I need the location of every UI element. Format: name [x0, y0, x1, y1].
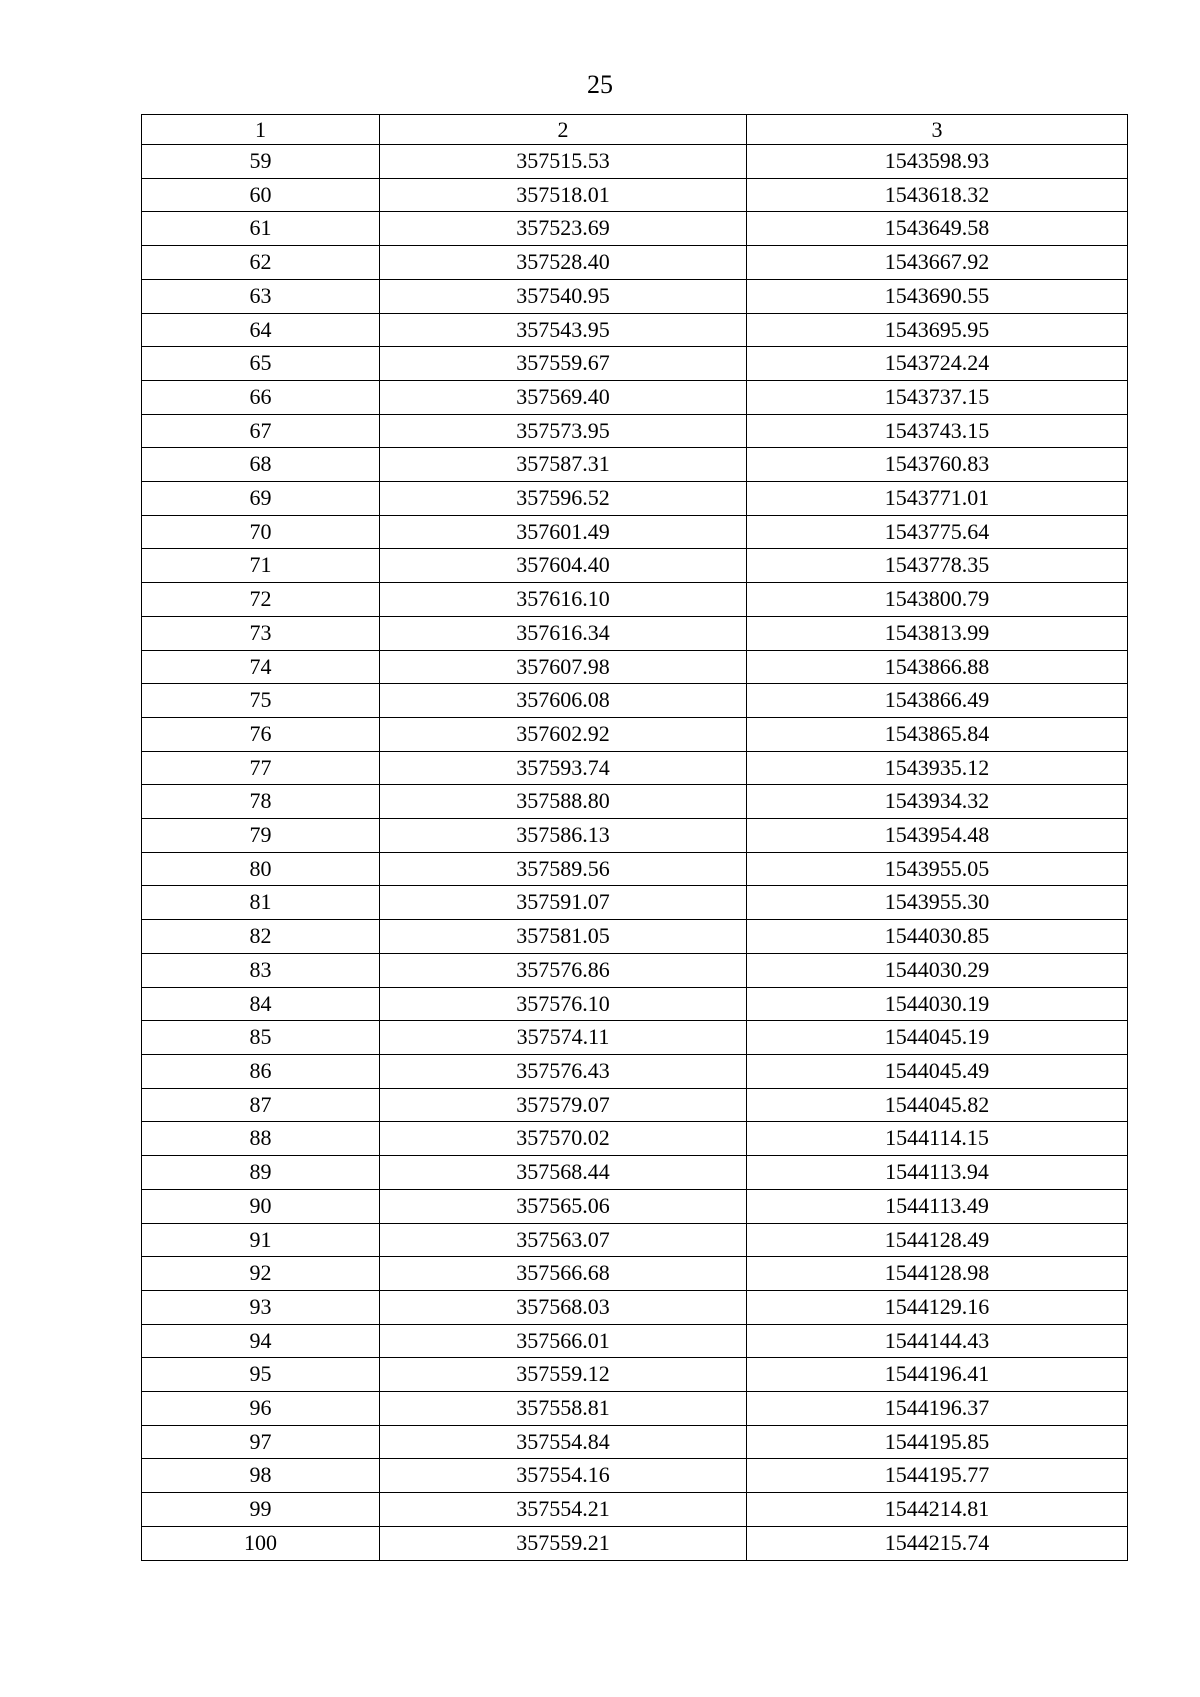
table-row — [142, 549, 1128, 583]
table-row — [142, 482, 1128, 516]
x-coordinate-cell: 357588.80 — [380, 785, 747, 819]
x-coordinate-cell: 357601.49 — [380, 515, 747, 549]
point-number-cell: 98 — [142, 1459, 380, 1493]
y-coordinate-cell: 1543934.32 — [747, 785, 1128, 819]
y-coordinate-cell: 1544128.49 — [747, 1223, 1128, 1257]
point-number-cell: 62 — [142, 246, 380, 280]
point-number-cell: 86 — [142, 1054, 380, 1088]
table-row — [142, 1021, 1128, 1055]
y-coordinate-cell: 1544128.98 — [747, 1257, 1128, 1291]
x-coordinate-cell: 357554.16 — [380, 1459, 747, 1493]
table-row — [142, 650, 1128, 684]
y-coordinate-cell: 1544045.49 — [747, 1054, 1128, 1088]
y-coordinate-cell: 1543865.84 — [747, 717, 1128, 751]
point-number-cell: 67 — [142, 414, 380, 448]
table-row — [142, 347, 1128, 381]
table-row — [142, 313, 1128, 347]
x-coordinate-cell: 357515.53 — [380, 145, 747, 179]
x-coordinate-cell: 357593.74 — [380, 751, 747, 785]
table-row — [142, 212, 1128, 246]
point-number-cell: 63 — [142, 279, 380, 313]
point-number-cell: 85 — [142, 1021, 380, 1055]
table-row — [142, 1223, 1128, 1257]
table-row — [142, 819, 1128, 853]
point-number-cell: 99 — [142, 1493, 380, 1527]
table-row — [142, 616, 1128, 650]
x-coordinate-cell: 357570.02 — [380, 1122, 747, 1156]
table-row — [142, 1392, 1128, 1426]
table-row — [142, 583, 1128, 617]
point-number-cell: 60 — [142, 178, 380, 212]
table-row — [142, 414, 1128, 448]
x-coordinate-cell: 357602.92 — [380, 717, 747, 751]
table-row — [142, 953, 1128, 987]
point-number-cell: 65 — [142, 347, 380, 381]
table-header-row — [142, 115, 1128, 145]
x-coordinate-cell: 357591.07 — [380, 886, 747, 920]
x-coordinate-cell: 357569.40 — [380, 380, 747, 414]
x-coordinate-cell: 357576.86 — [380, 953, 747, 987]
y-coordinate-cell: 1544196.37 — [747, 1392, 1128, 1426]
table-row — [142, 1054, 1128, 1088]
x-coordinate-cell: 357566.68 — [380, 1257, 747, 1291]
point-number-cell: 80 — [142, 852, 380, 886]
x-coordinate-cell: 357576.10 — [380, 987, 747, 1021]
y-coordinate-cell: 1543866.49 — [747, 684, 1128, 718]
x-coordinate-cell: 357528.40 — [380, 246, 747, 280]
y-coordinate-cell: 1543935.12 — [747, 751, 1128, 785]
y-coordinate-cell: 1543690.55 — [747, 279, 1128, 313]
x-coordinate-cell: 357579.07 — [380, 1088, 747, 1122]
x-coordinate-cell: 357558.81 — [380, 1392, 747, 1426]
point-number-cell: 83 — [142, 953, 380, 987]
y-coordinate-cell: 1543800.79 — [747, 583, 1128, 617]
x-coordinate-cell: 357587.31 — [380, 448, 747, 482]
table-row — [142, 717, 1128, 751]
y-coordinate-cell: 1543778.35 — [747, 549, 1128, 583]
y-coordinate-cell: 1544030.19 — [747, 987, 1128, 1021]
y-coordinate-cell: 1543866.88 — [747, 650, 1128, 684]
x-coordinate-cell: 357559.12 — [380, 1358, 747, 1392]
table-row — [142, 1156, 1128, 1190]
y-coordinate-cell: 1544195.85 — [747, 1425, 1128, 1459]
y-coordinate-cell: 1544030.29 — [747, 953, 1128, 987]
column-header-3: 3 — [747, 115, 1128, 145]
column-header-2: 2 — [380, 115, 747, 145]
point-number-cell: 94 — [142, 1324, 380, 1358]
y-coordinate-cell: 1543771.01 — [747, 482, 1128, 516]
table-row — [142, 852, 1128, 886]
x-coordinate-cell: 357568.44 — [380, 1156, 747, 1190]
point-number-cell: 88 — [142, 1122, 380, 1156]
page-number: 25 — [587, 70, 613, 99]
x-coordinate-cell: 357543.95 — [380, 313, 747, 347]
table-row — [142, 1459, 1128, 1493]
x-coordinate-cell: 357586.13 — [380, 819, 747, 853]
point-number-cell: 66 — [142, 380, 380, 414]
y-coordinate-cell: 1544113.94 — [747, 1156, 1128, 1190]
point-number-cell: 91 — [142, 1223, 380, 1257]
table-row — [142, 448, 1128, 482]
x-coordinate-cell: 357518.01 — [380, 178, 747, 212]
column-header-1: 1 — [142, 115, 380, 145]
table-row — [142, 1526, 1128, 1560]
table-row — [142, 380, 1128, 414]
y-coordinate-cell: 1543649.58 — [747, 212, 1128, 246]
x-coordinate-cell: 357607.98 — [380, 650, 747, 684]
table-row — [142, 751, 1128, 785]
x-coordinate-cell: 357566.01 — [380, 1324, 747, 1358]
x-coordinate-cell: 357596.52 — [380, 482, 747, 516]
point-number-cell: 70 — [142, 515, 380, 549]
point-number-cell: 84 — [142, 987, 380, 1021]
y-coordinate-cell: 1543695.95 — [747, 313, 1128, 347]
table-row — [142, 1493, 1128, 1527]
y-coordinate-cell: 1544196.41 — [747, 1358, 1128, 1392]
y-coordinate-cell: 1543813.99 — [747, 616, 1128, 650]
y-coordinate-cell: 1543955.05 — [747, 852, 1128, 886]
table-row — [142, 515, 1128, 549]
y-coordinate-cell: 1543775.64 — [747, 515, 1128, 549]
point-number-cell: 90 — [142, 1189, 380, 1223]
table-row — [142, 1290, 1128, 1324]
x-coordinate-cell: 357616.34 — [380, 616, 747, 650]
y-coordinate-cell: 1544215.74 — [747, 1526, 1128, 1560]
x-coordinate-cell: 357563.07 — [380, 1223, 747, 1257]
y-coordinate-cell: 1543954.48 — [747, 819, 1128, 853]
table-row — [142, 1088, 1128, 1122]
table-row — [142, 920, 1128, 954]
x-coordinate-cell: 357565.06 — [380, 1189, 747, 1223]
point-number-cell: 64 — [142, 313, 380, 347]
point-number-cell: 71 — [142, 549, 380, 583]
table-row — [142, 1189, 1128, 1223]
point-number-cell: 82 — [142, 920, 380, 954]
x-coordinate-cell: 357554.21 — [380, 1493, 747, 1527]
y-coordinate-cell: 1544144.43 — [747, 1324, 1128, 1358]
point-number-cell: 79 — [142, 819, 380, 853]
point-number-cell: 75 — [142, 684, 380, 718]
y-coordinate-cell: 1544114.15 — [747, 1122, 1128, 1156]
point-number-cell: 77 — [142, 751, 380, 785]
table-row — [142, 684, 1128, 718]
y-coordinate-cell: 1544129.16 — [747, 1290, 1128, 1324]
x-coordinate-cell: 357589.56 — [380, 852, 747, 886]
point-number-cell: 74 — [142, 650, 380, 684]
x-coordinate-cell: 357559.67 — [380, 347, 747, 381]
y-coordinate-cell: 1543724.24 — [747, 347, 1128, 381]
point-number-cell: 100 — [142, 1526, 380, 1560]
x-coordinate-cell: 357554.84 — [380, 1425, 747, 1459]
point-number-cell: 93 — [142, 1290, 380, 1324]
table-row — [142, 246, 1128, 280]
y-coordinate-cell: 1543667.92 — [747, 246, 1128, 280]
table-row — [142, 178, 1128, 212]
y-coordinate-cell: 1544113.49 — [747, 1189, 1128, 1223]
table-row — [142, 886, 1128, 920]
y-coordinate-cell: 1544045.19 — [747, 1021, 1128, 1055]
y-coordinate-cell: 1543760.83 — [747, 448, 1128, 482]
table-row — [142, 279, 1128, 313]
y-coordinate-cell: 1543618.32 — [747, 178, 1128, 212]
point-number-cell: 73 — [142, 616, 380, 650]
y-coordinate-cell: 1544045.82 — [747, 1088, 1128, 1122]
x-coordinate-cell: 357574.11 — [380, 1021, 747, 1055]
x-coordinate-cell: 357540.95 — [380, 279, 747, 313]
table-body — [142, 145, 1128, 1561]
x-coordinate-cell: 357568.03 — [380, 1290, 747, 1324]
point-number-cell: 96 — [142, 1392, 380, 1426]
y-coordinate-cell: 1544030.85 — [747, 920, 1128, 954]
y-coordinate-cell: 1543955.30 — [747, 886, 1128, 920]
x-coordinate-cell: 357576.43 — [380, 1054, 747, 1088]
coordinates-table — [141, 114, 1128, 1561]
point-number-cell: 81 — [142, 886, 380, 920]
point-number-cell: 92 — [142, 1257, 380, 1291]
point-number-cell: 59 — [142, 145, 380, 179]
point-number-cell: 87 — [142, 1088, 380, 1122]
x-coordinate-cell: 357604.40 — [380, 549, 747, 583]
x-coordinate-cell: 357616.10 — [380, 583, 747, 617]
point-number-cell: 76 — [142, 717, 380, 751]
y-coordinate-cell: 1543743.15 — [747, 414, 1128, 448]
table-row — [142, 785, 1128, 819]
point-number-cell: 72 — [142, 583, 380, 617]
table-row — [142, 1122, 1128, 1156]
point-number-cell: 61 — [142, 212, 380, 246]
x-coordinate-cell: 357573.95 — [380, 414, 747, 448]
table-row — [142, 1324, 1128, 1358]
point-number-cell: 95 — [142, 1358, 380, 1392]
point-number-cell: 68 — [142, 448, 380, 482]
point-number-cell: 97 — [142, 1425, 380, 1459]
y-coordinate-cell: 1543737.15 — [747, 380, 1128, 414]
table-row — [142, 987, 1128, 1021]
point-number-cell: 89 — [142, 1156, 380, 1190]
y-coordinate-cell: 1543598.93 — [747, 145, 1128, 179]
x-coordinate-cell: 357559.21 — [380, 1526, 747, 1560]
x-coordinate-cell: 357606.08 — [380, 684, 747, 718]
point-number-cell: 78 — [142, 785, 380, 819]
y-coordinate-cell: 1544214.81 — [747, 1493, 1128, 1527]
table-row — [142, 1425, 1128, 1459]
x-coordinate-cell: 357523.69 — [380, 212, 747, 246]
y-coordinate-cell: 1544195.77 — [747, 1459, 1128, 1493]
table-row — [142, 145, 1128, 179]
x-coordinate-cell: 357581.05 — [380, 920, 747, 954]
table-row — [142, 1257, 1128, 1291]
point-number-cell: 69 — [142, 482, 380, 516]
table-row — [142, 1358, 1128, 1392]
